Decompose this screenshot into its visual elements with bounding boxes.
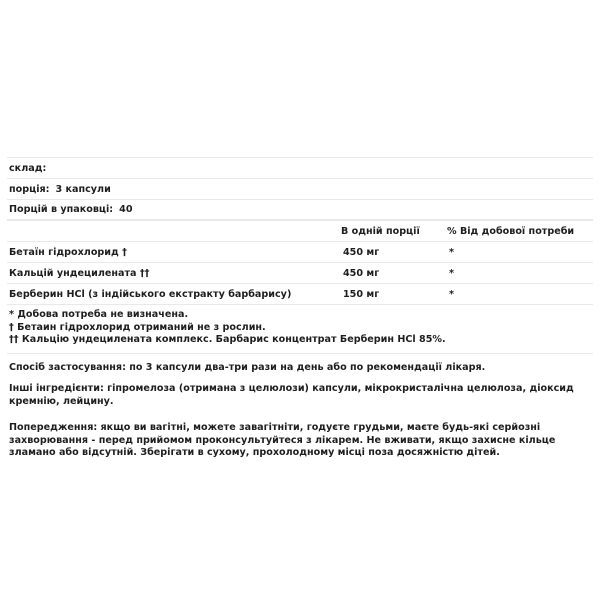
ingredient-amount: 450 мг — [343, 267, 380, 279]
ingredient-name: Кальцій ундецилената †† — [9, 267, 150, 279]
column-header-per-serving: В одній порції — [341, 225, 420, 237]
other-ingredients-text: Інші інгредієнти: гіпромелоза (отримана з целюлози) капсули, мікрокристалічна целюлоза, діоксид кремнію, лейцину. — [9, 383, 574, 407]
servings-per-container-value: 40 — [119, 204, 133, 215]
footnote-betaine: † Бетаин гідрохлорид отриманий не з рослин. — [9, 321, 266, 333]
table-header — [7, 220, 593, 241]
column-header-daily-value: % Від добової потреби — [447, 225, 575, 237]
supplement-facts — [7, 157, 593, 460]
ingredient-amount: 450 мг — [343, 246, 380, 258]
ingredient-name: Бетаїн гідрохлорид † — [9, 246, 127, 258]
serving-value: 3 капсули — [55, 183, 111, 195]
ingredient-dv: * — [449, 246, 455, 258]
serving-label: порція: — [9, 183, 50, 195]
ingredient-name: Берберин HCl (з індійського екстракту барбарису) — [9, 288, 292, 300]
ingredient-dv: * — [449, 267, 455, 279]
footnote-calcium: †† Кальцію ундецилената комплекс. Барбарис концентрат Берберин HCl 85%. — [9, 334, 446, 345]
footnote-daily-value: * Добова потреба не визначена. — [9, 309, 189, 320]
usage-text: Спосіб застосування: по 3 капсули два-три рази на день або по рекомендації лікаря. — [9, 361, 486, 373]
composition-row — [7, 157, 593, 178]
table-row — [7, 283, 593, 304]
ingredient-dv: * — [449, 288, 455, 300]
servings-per-container-label: Порцій в упаковці: — [9, 204, 114, 215]
ingredient-amount: 150 мг — [343, 288, 380, 300]
serving-size-row — [7, 178, 593, 199]
table-row — [7, 241, 593, 262]
table-row — [7, 262, 593, 283]
servings-per-container-row — [7, 199, 593, 220]
warning-text: Попередження: якщо ви вагітні, можете завагітніти, годуєте грудьми, маєте будь-які серйозні захворювання - перед прийомом проконсультуйтеся з лікарем. Не вживати, якщо захисне кільце зламано або відсутній. Зберігати в сухому, прохолодному місці поза досяжністю дітей. — [9, 422, 556, 458]
composition-label: склад: — [9, 162, 47, 174]
footnotes — [7, 304, 593, 354]
